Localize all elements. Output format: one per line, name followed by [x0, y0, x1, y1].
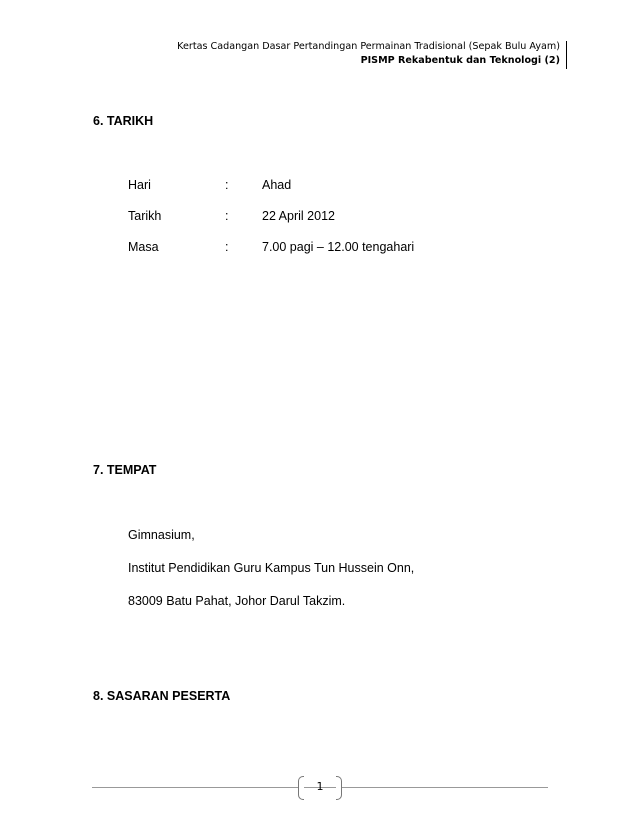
- row-separator: :: [225, 240, 229, 254]
- page-number-box: [298, 776, 342, 800]
- row-value: 7.00 pagi – 12.00 tengahari: [262, 240, 415, 254]
- header-subtitle: PISMP Rekabentuk dan Teknologi (2): [360, 55, 560, 66]
- address-line: 83009 Batu Pahat, Johor Darul Takzim.: [128, 594, 346, 608]
- header-title: Kertas Cadangan Dasar Pertandingan Permainan Tradisional (Sepak Bulu Ayam): [177, 41, 560, 52]
- row-label: Hari: [128, 178, 151, 192]
- address-line: Institut Pendidikan Guru Kampus Tun Hussein Onn,: [128, 561, 415, 575]
- section-heading-tarikh: 6. TARIKH: [93, 114, 154, 128]
- header-divider: [566, 41, 567, 69]
- page-number: 1: [316, 780, 324, 793]
- row-separator: :: [225, 209, 229, 223]
- section-heading-tempat: 7. TEMPAT: [93, 463, 157, 477]
- row-separator: :: [225, 178, 229, 192]
- row-value: Ahad: [262, 178, 292, 192]
- running-header: [177, 40, 560, 68]
- row-value: 22 April 2012: [262, 209, 335, 223]
- section-heading-sasaran: 8. SASARAN PESERTA: [93, 689, 231, 703]
- row-label: Tarikh: [128, 209, 162, 223]
- row-label: Masa: [128, 240, 159, 254]
- address-line: Gimnasium,: [128, 528, 195, 542]
